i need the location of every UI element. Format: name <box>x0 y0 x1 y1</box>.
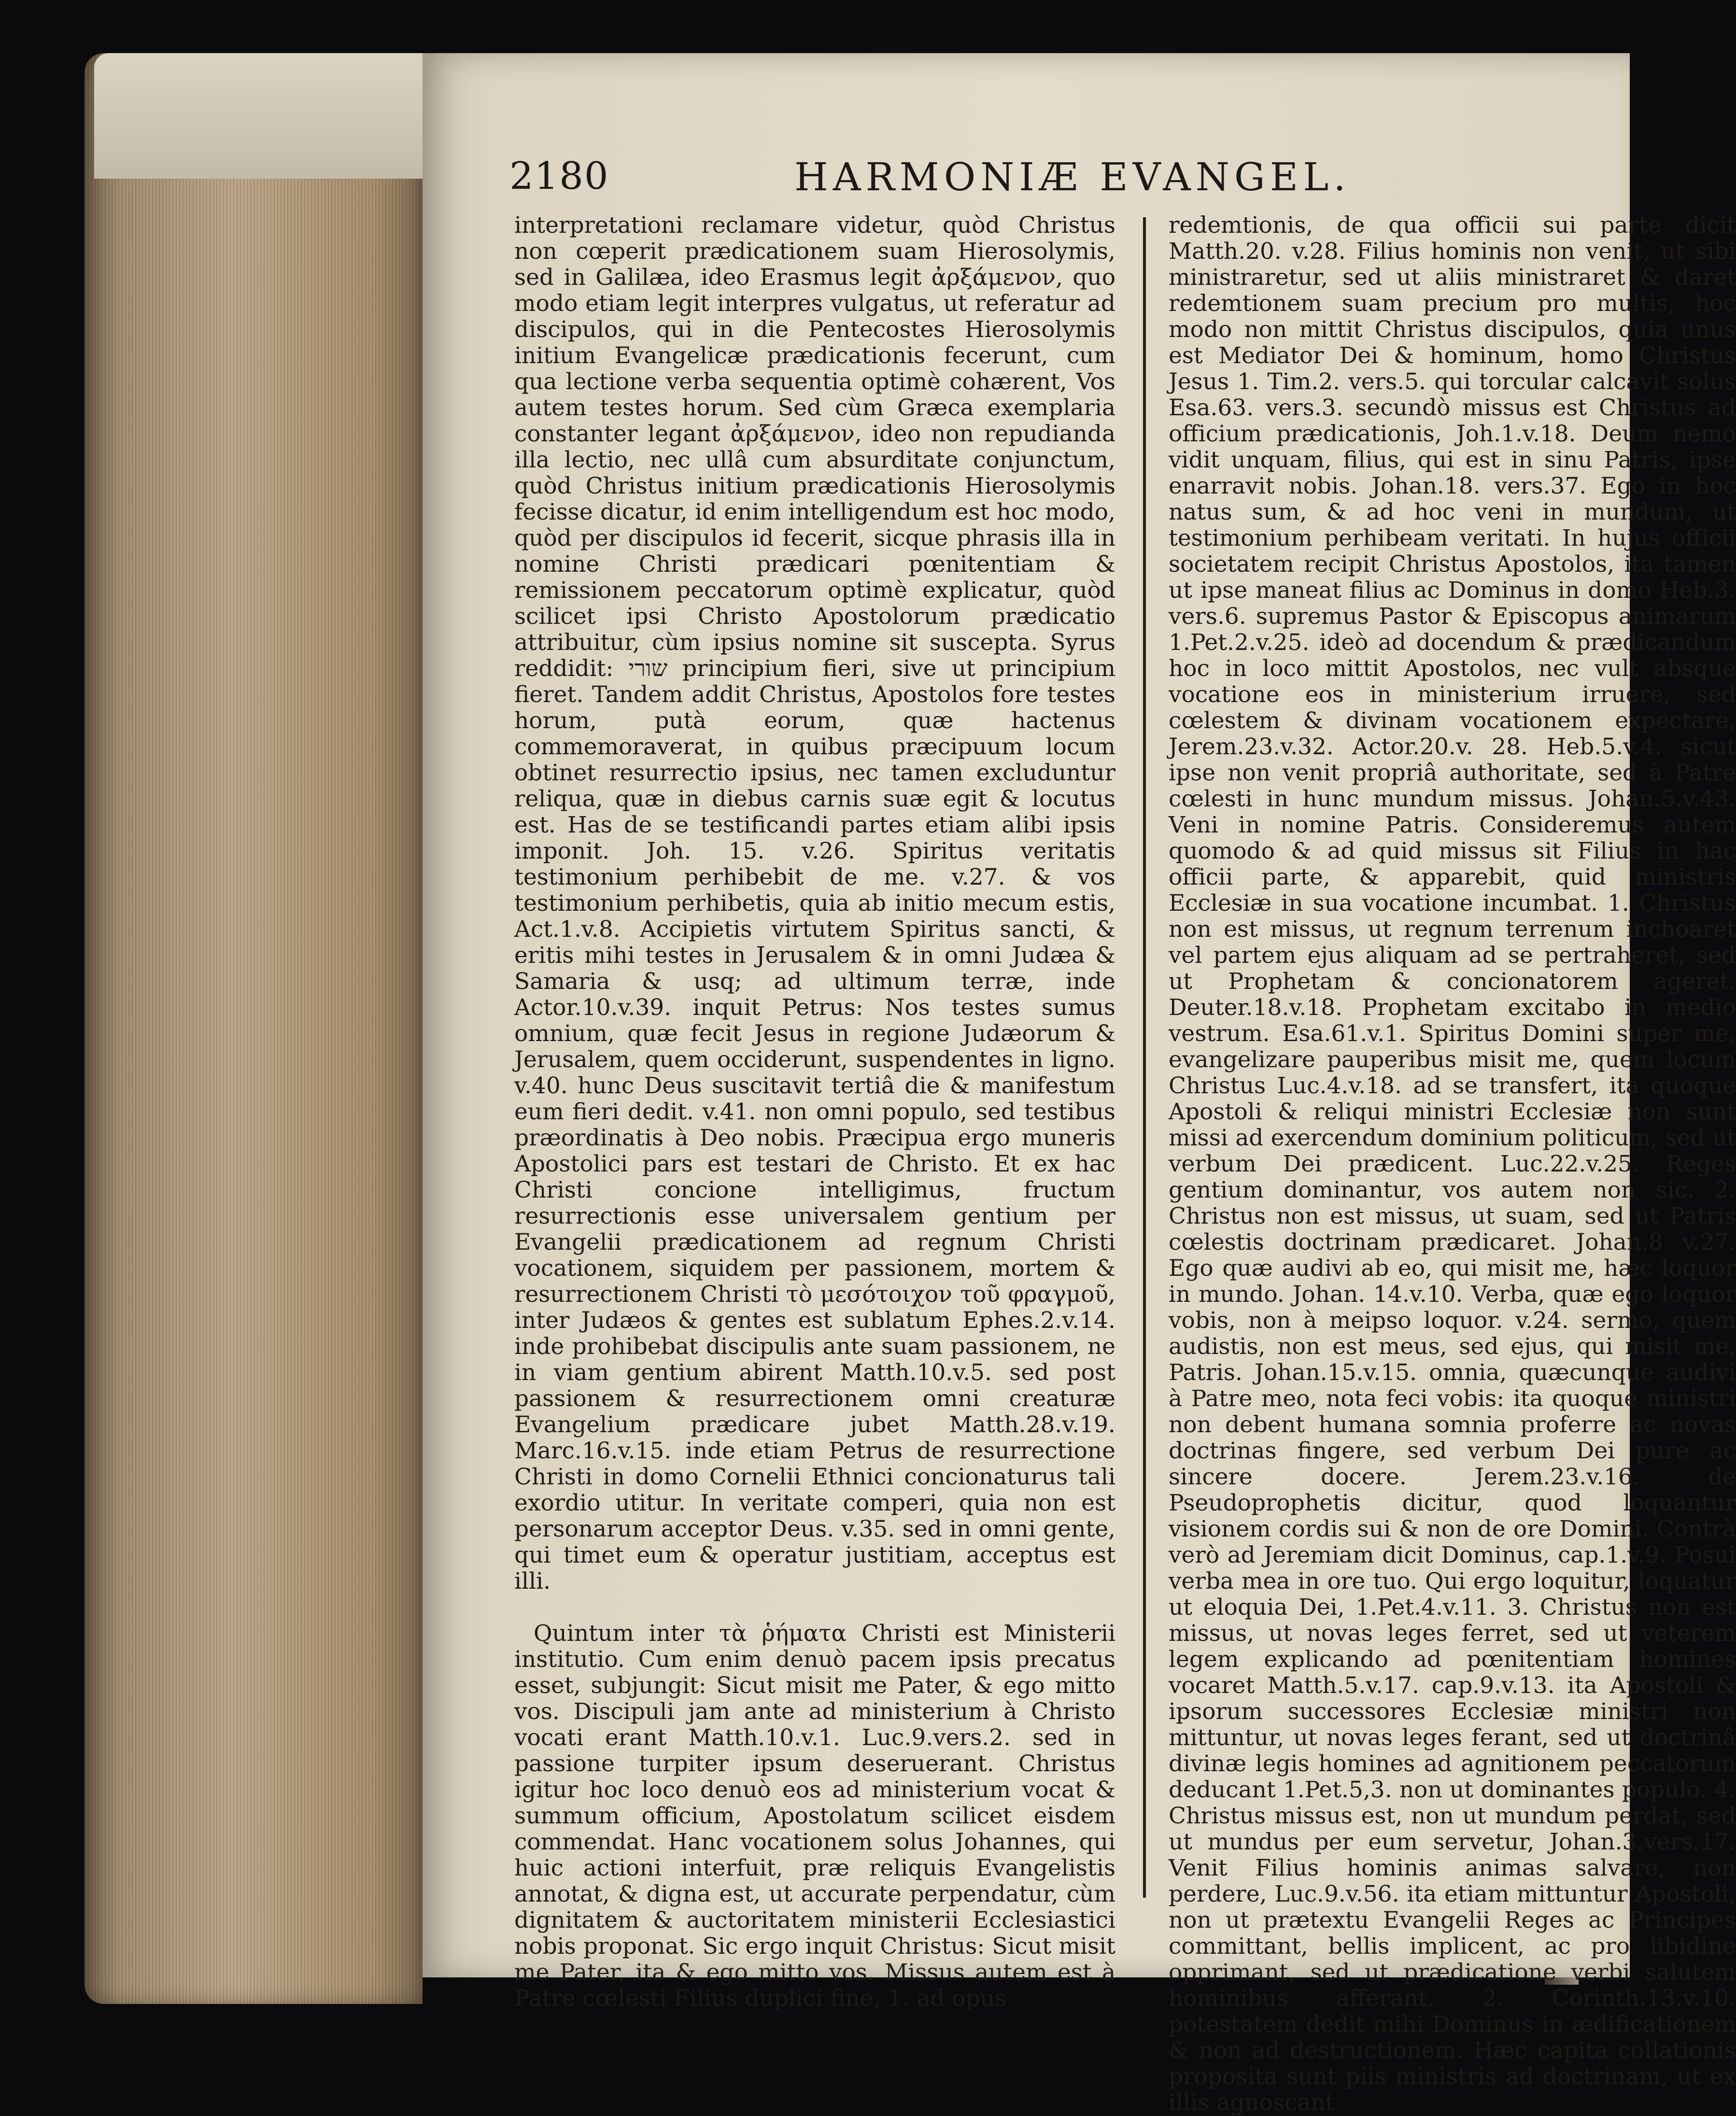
book-page <box>423 53 1736 2116</box>
running-head: HARMONIÆ EVANGEL. <box>794 155 1351 199</box>
paragraph: interpretationi reclamare videtur, quòd Christus non cœperit prædicationem suam Hierosolymis, sed in Galilæa, ideo Erasmus legit ἀρξάμενον, quo modo etiam legit interpres vulgatus, ut referatur ad discipulos, qui in die Pentecostes Hierosolymis initium Evangelicæ prædicationis fecerunt, cum qua lectione verba sequentia optimè cohærent, Vos autem testes horum. Sed cùm Græca exemplaria constanter legant ἀρξάμενον, ideo non repudianda illa lectio, nec ullâ cum absurditate conjunctum, quòd Christus initium prædicationis Hierosolymis fecisse dicatur, id enim intelligendum est hoc modo, quòd per discipulos id fecerit, sicque phrasis illa in nomine Christi prædicari pœnitentiam & remissionem peccatorum optimè explicatur, quòd scilicet ipsi Christo Apostolorum prædicatio attribuitur, cùm ipsius nomine sit suscepta. Syrus reddidit: שורי principium fieri, sive ut principium fieret. Tandem addit Christus, Apostolos fore testes horum, putà eorum, quæ hactenus commemoraverat, in quibus præcipuum locum obtinet resurrectio ipsius, nec tamen excluduntur reliqua, quæ in diebus carnis suæ egit & locutus est. Has de se testificandi partes etiam alibi ipsis imponit. Joh. 15. v.26. Spiritus veritatis testimonium perhibebit de me. v.27. & vos testimonium perhibetis, quia ab initio mecum estis, Act.1.v.8. Accipietis virtutem Spiritus sancti, & eritis mihi testes in Jerusalem & in omni Judæa & Samaria & usq; ad ultimum terræ, inde Actor.10.v.39. inquit Petrus: Nos testes sumus omnium, quæ fecit Jesus in regione Judæorum & Jerusalem, quem occiderunt, suspendentes in ligno. v.40. hunc Deus suscitavit tertiâ die & manifestum eum fieri dedit. v.41. non omni populo, sed testibus præordinatis à Deo nobis. Præcipua ergo muneris Apostolici pars est testari de Christo. Et ex hac Christi concione intelligimus, fructum resurrectionis esse universalem gentium per Evangelii prædicationem ad regnum Christi vocationem, siquidem per passionem, mortem & resurrectionem Christi τὸ μεσότοιχον τοῦ φραγμοῦ, inter Judæos & gentes est sublatum Ephes.2.v.14. inde prohibebat discipulis ante suam passionem, ne in viam gentium abirent Matth.10.v.5. sed post passionem & resurrectionem omni creaturæ Evangelium prædicare jubet Matth.28.v.19. Marc.16.v.15. inde etiam Petrus de resurrectione Christi in domo Cornelii Ethnici concionaturus tali exordio utitur. In veritate comperi, quia non est personarum acceptor Deus. v.35. sed in omni gente, qui timet eum & operatur justitiam, acceptus est illi. <box>514 212 1115 1594</box>
left-column <box>514 212 1115 2012</box>
page-number: 2180 <box>509 155 609 198</box>
page-header <box>509 155 1630 208</box>
paragraph: redemtionis, de qua officii sui parte dicit Matth.20. v.28. Filius hominis non venit, ut sibi ministraretur, sed ut aliis ministraret & daret redemtionem suam precium pro multis, hoc modo non mittit Christus discipulos, quia unus est Mediator Dei & hominum, homo Christus Jesus 1. Tim.2. vers.5. qui torcular calcavit solus Esa.63. vers.3. secundò missus est Christus ad officium prædicationis, Joh.1.v.18. Deum nemo vidit unquam, filius, qui est in sinu Patris, ipse enarravit nobis. Johan.18. vers.37. Ego in hoc natus sum, & ad hoc veni in mundum, ut testimonium perhibeam veritati. In hujus officii societatem recipit Christus Apostolos, ita tamen ut ipse maneat filius ac Dominus in domo Heb.3. vers.6. supremus Pastor & Episcopus animarum 1.Pet.2.v.25. ideò ad docendum & prædicandum hoc in loco mittit Apostolos, nec vult absque vocatione eos in ministerium irruere, sed cœlestem & divinam vocationem expectare, Jerem.23.v.32. Actor.20.v. 28. Heb.5.v.4. sicut ipse non venit propriâ authoritate, sed à Patre cœlesti in hunc mundum missus. Johan.5.v.43. Veni in nomine Patris. Consideremus autem quomodo & ad quid missus sit Filius in hac officii parte, & apparebit, quid ministris Ecclesiæ in sua vocatione incumbat. 1. Christus non est missus, ut regnum terrenum inchoaret vel partem ejus aliquam ad se pertraheret, sed ut Prophetam & concionatorem ageret. Deuter.18.v.18. Prophetam excitabo in medio vestrum. Esa.61.v.1. Spiritus Domini super me, evangelizare pauperibus misit me, quem locum Christus Luc.4.v.18. ad se transfert, ita quoque Apostoli & reliqui ministri Ecclesiæ non sunt missi ad exercendum dominium politicum, sed ut verbum Dei prædicent. Luc.22.v.25. Reges gentium dominantur, vos autem non sic. 2. Christus non est missus, ut suam, sed ut Patris cœlestis doctrinam prædicaret. Johan.8 v.27. Ego quæ audivi ab eo, qui misit me, hæc loquor in mundo. Johan. 14.v.10. Verba, quæ ego loquor vobis, non à meipso loquor. v.24. sermo, quem audistis, non est meus, sed ejus, qui misit me, Patris. Johan.15.v.15. omnia, quæcunque audivi à Patre meo, nota feci vobis: ita quoque ministri non debent humana somnia proferre ac novas doctrinas fingere, sed verbum Dei pure ac sincere docere. Jerem.23.v.16. de Pseudoprophetis dicitur, quod loquantur visionem cordis sui & non de ore Domini. Contrà verò ad Jeremiam dicit Dominus, cap.1.v.9. Posui verba mea in ore tuo. Qui ergo loquitur, loquatur ut eloquia Dei, 1.Pet.4.v.11. 3. Christus non est missus, ut novas leges ferret, sed ut veterem legem explicando ad pœnitentiam homines vocaret Matth.5.v.17. cap.9.v.13. ita Apostoli & ipsorum successores Ecclesiæ ministri non mittuntur, ut novas leges ferant, sed ut doctrinâ divinæ legis homines ad agnitionem peccatorum deducant 1.Pet.5,3. non ut dominantes populo. 4. Christus missus est, non ut mundum perdat, sed ut mundus per eum servetur, Johan.3.vers.17. Venit Filius hominis animas salvare, non perdere, Luc.9.v.56. ita etiam mittuntur Apostoli, non ut prætextu Evangelii Reges ac Principes committant, bellis implicent, ac pro libidine opprimant, sed ut prædicatione verbi salutem hominibus afferant. 2. Corinth.13.v.10. potestatem dedit mihi Dominus in ædificationem & non ad destructionem. Hæc capita collationis proposita sunt piis ministris ad doctrinam, ut ex illis agnoscant <box>1169 212 1736 2116</box>
right-column <box>1169 212 1736 2116</box>
page-edges <box>85 53 423 2004</box>
book-cover-board <box>94 53 432 179</box>
open-book <box>85 53 1736 2116</box>
paragraph: Quintum inter τὰ ῥήματα Christi est Ministerii institutio. Cum enim denuò pacem ipsis precatus esset, subjungit: Sicut misit me Pater, & ego mitto vos. Discipuli jam ante ad ministerium à Christo vocati erant Matth.10.v.1. Luc.9.vers.2. sed in passione turpiter ipsum deseruerant. Christus igitur hoc loco denuò eos ad ministerium vocat & summum officium, Apostolatum scilicet eisdem commendat. Hanc vocationem solus Johannes, qui huic actioni interfuit, præ reliquis Evangelistis annotat, & digna est, ut accurate perpendatur, cùm dignitatem & auctoritatem ministerii Ecclesiastici nobis proponat. Sic ergo inquit Christus: Sicut misit me Pater, ita & ego mitto vos. Missus autem est à Patre cœlesti Filius duplici fine, 1. ad opus <box>514 1620 1115 2012</box>
column-rule <box>1143 217 1146 1898</box>
